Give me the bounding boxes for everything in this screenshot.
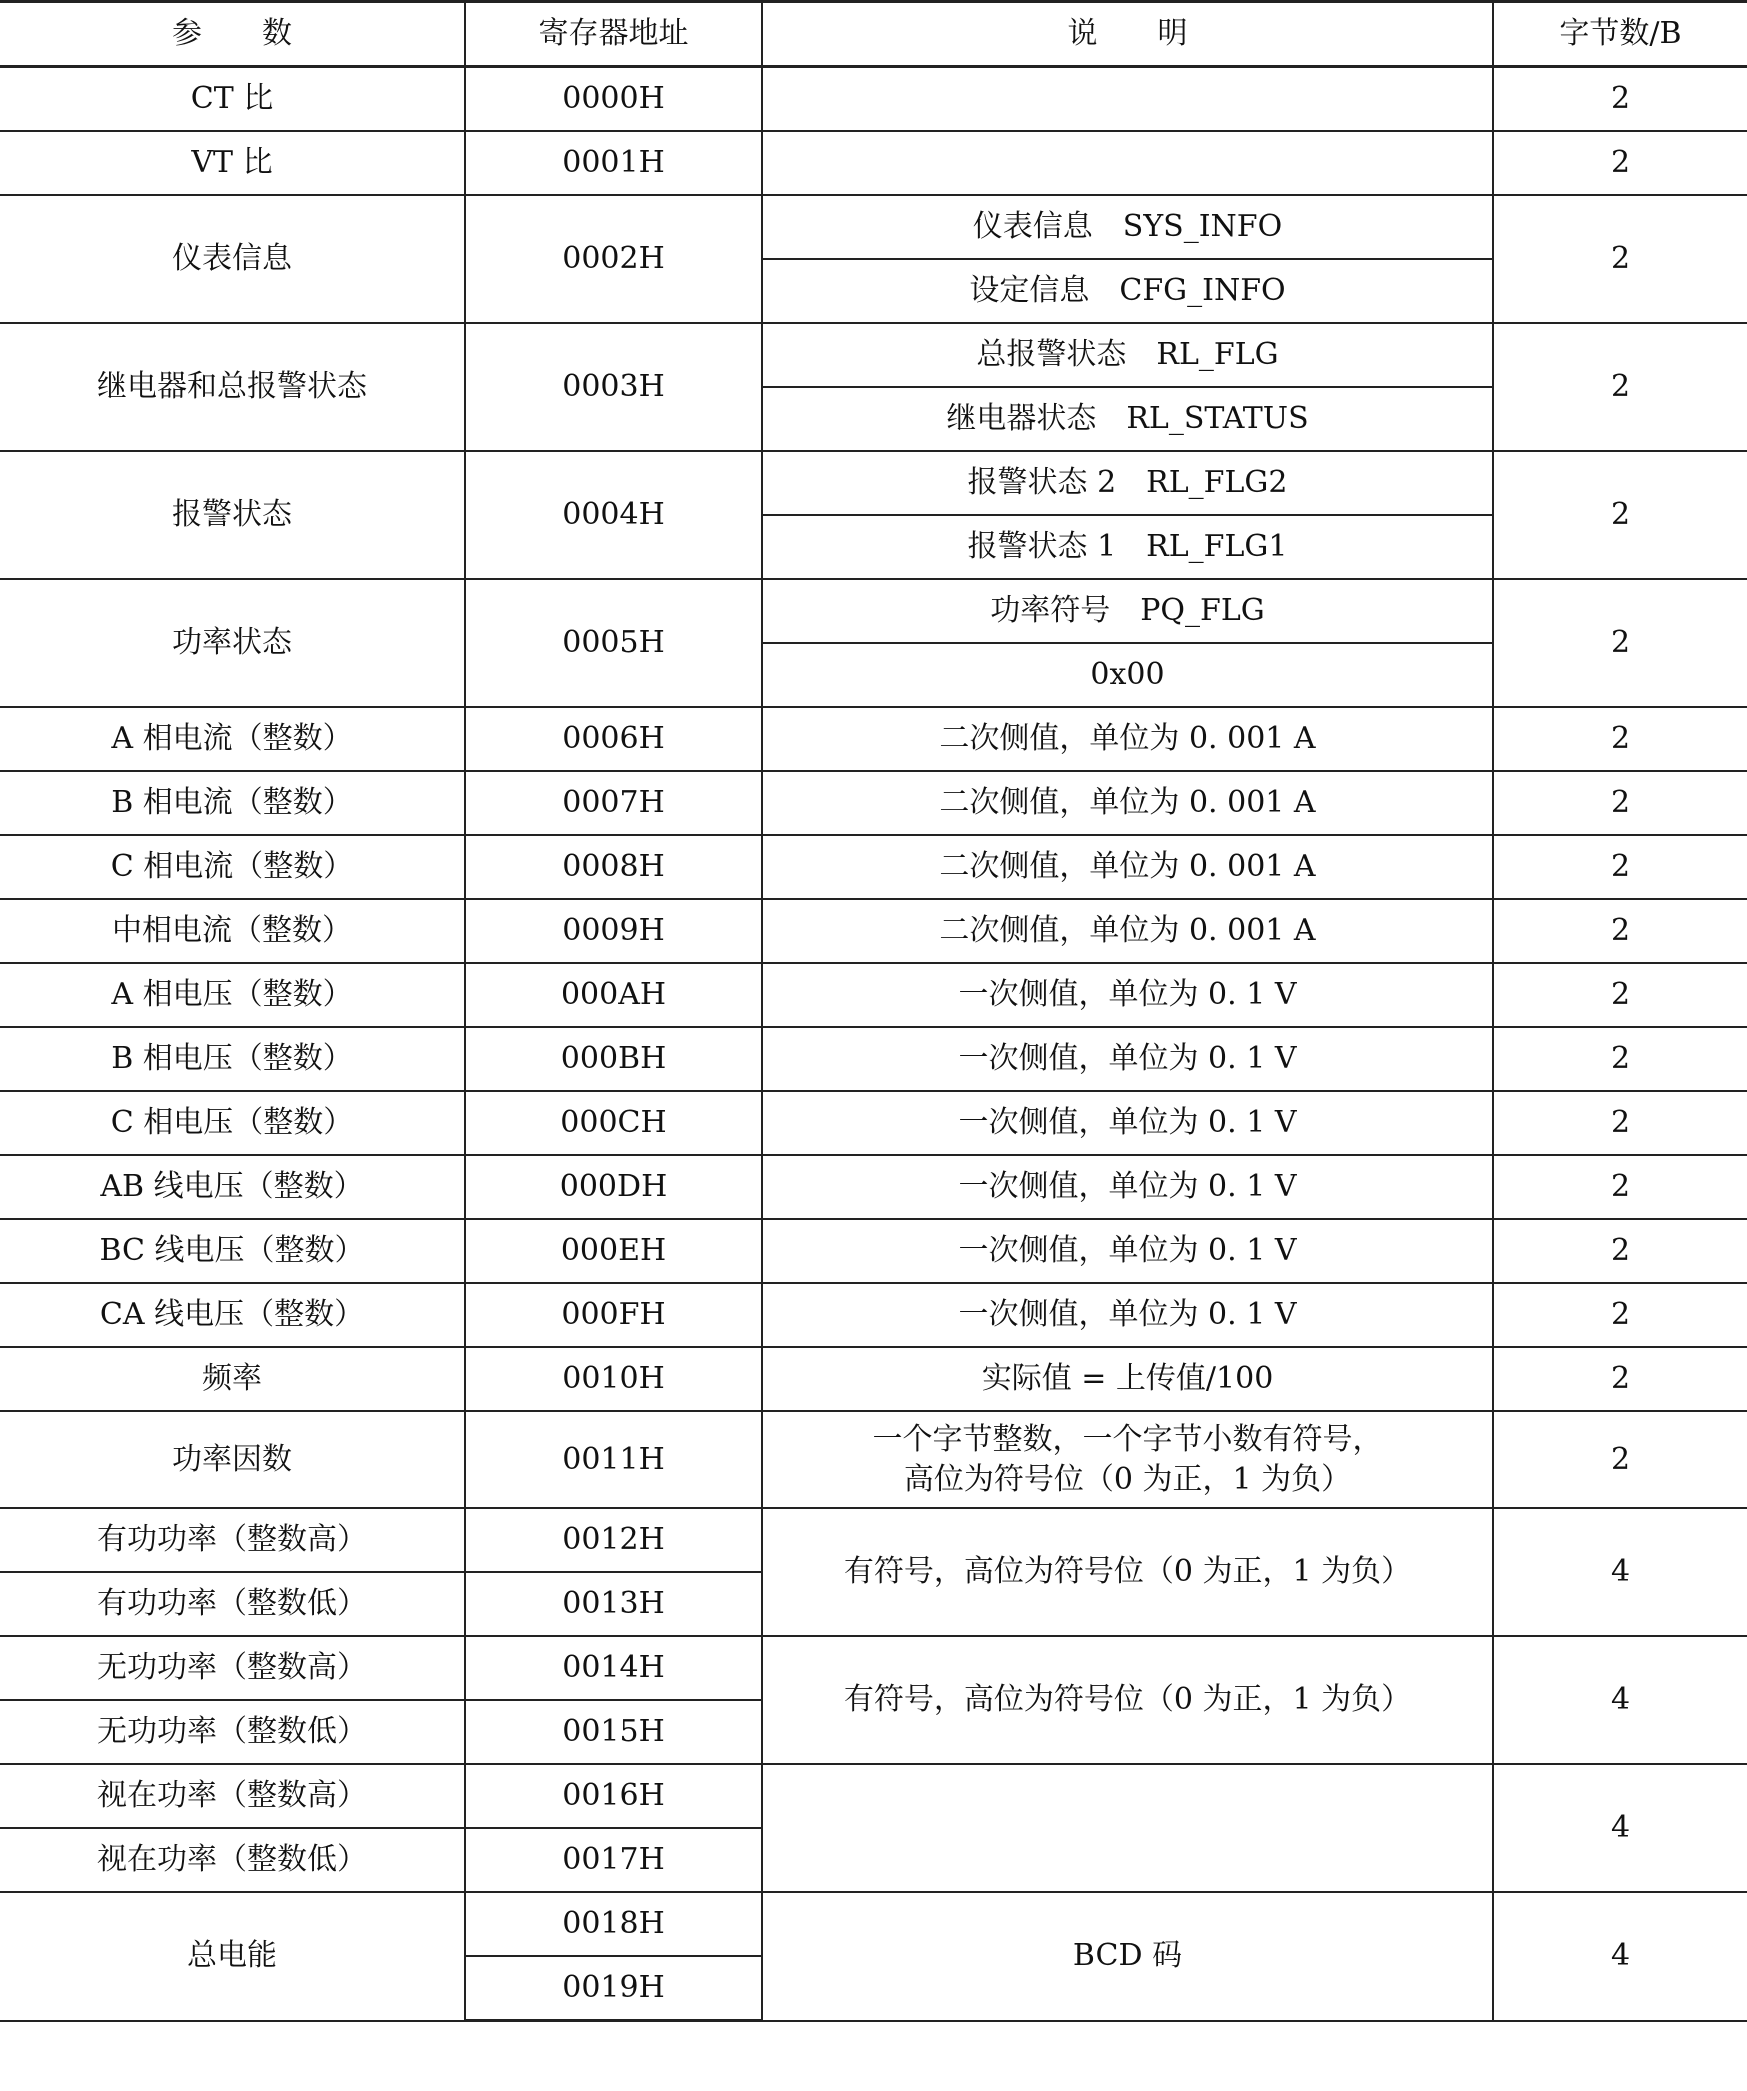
table-cell: CA 线电压（整数） [0, 1283, 465, 1347]
table-cell: 有符号，高位为符号位（0 为正，1 为负） [762, 1508, 1493, 1636]
table-row [0, 1892, 1747, 1956]
table-cell: 视在功率（整数高） [0, 1764, 465, 1828]
table-row [0, 771, 1747, 835]
table-cell: 000EH [465, 1219, 762, 1283]
table-row [0, 451, 1747, 515]
table-row [0, 835, 1747, 899]
table-cell: 0010H [465, 1347, 762, 1411]
table-cell [762, 1764, 1493, 1892]
table-cell: CT 比 [0, 67, 465, 132]
table-cell: 2 [1493, 835, 1747, 899]
table-cell: 一个字节整数，一个字节小数有符号， 高位为符号位（0 为正，1 为负） [762, 1411, 1493, 1508]
table-cell: 继电器和总报警状态 [0, 323, 465, 451]
table-cell: 0003H [465, 323, 762, 451]
table-cell: 000DH [465, 1155, 762, 1219]
table-row [0, 963, 1747, 1027]
table-cell: 0016H [465, 1764, 762, 1828]
table-cell: B 相电压（整数） [0, 1027, 465, 1091]
table-cell: 报警状态 [0, 451, 465, 579]
table-cell: AB 线电压（整数） [0, 1155, 465, 1219]
table-cell: 一次侧值，单位为 0. 1 V [762, 963, 1493, 1027]
table-cell: C 相电压（整数） [0, 1091, 465, 1155]
table-row [0, 195, 1747, 259]
table-cell: 二次侧值，单位为 0. 001 A [762, 771, 1493, 835]
table-cell: 0009H [465, 899, 762, 963]
table-cell: 实际值 = 上传值/100 [762, 1347, 1493, 1411]
table-cell: 0008H [465, 835, 762, 899]
table-cell: 0006H [465, 707, 762, 771]
table-row [0, 1347, 1747, 1411]
table-cell: 2 [1493, 771, 1747, 835]
table-cell: 2 [1493, 1411, 1747, 1508]
table-cell: 2 [1493, 67, 1747, 132]
table-cell: 0x00 [762, 643, 1493, 707]
table-cell: 一次侧值，单位为 0. 1 V [762, 1283, 1493, 1347]
table-cell: BCD 码 [762, 1892, 1493, 2021]
table-cell: 2 [1493, 195, 1747, 323]
table-cell: 一次侧值，单位为 0. 1 V [762, 1027, 1493, 1091]
header-parameter: 参 数 [0, 2, 465, 67]
table-cell: 二次侧值，单位为 0. 001 A [762, 899, 1493, 963]
table-row [0, 1283, 1747, 1347]
table-row [0, 899, 1747, 963]
table-cell: 有符号，高位为符号位（0 为正，1 为负） [762, 1636, 1493, 1764]
table-cell: 有功功率（整数低） [0, 1572, 465, 1636]
table-cell: 4 [1493, 1892, 1747, 2021]
table-cell: 000BH [465, 1027, 762, 1091]
table-cell: 一次侧值，单位为 0. 1 V [762, 1155, 1493, 1219]
table-cell: 2 [1493, 1155, 1747, 1219]
table-cell: 功率符号 PQ_FLG [762, 579, 1493, 643]
table-cell: 有功功率（整数高） [0, 1508, 465, 1572]
table-cell: 继电器状态 RL_STATUS [762, 387, 1493, 451]
table-cell: 4 [1493, 1764, 1747, 1892]
table-cell: 0011H [465, 1411, 762, 1508]
table-cell: 2 [1493, 1027, 1747, 1091]
table-cell: 000CH [465, 1091, 762, 1155]
table-cell: 功率因数 [0, 1411, 465, 1508]
table-cell: 总报警状态 RL_FLG [762, 323, 1493, 387]
table-cell: 二次侧值，单位为 0. 001 A [762, 835, 1493, 899]
table-cell: C 相电流（整数） [0, 835, 465, 899]
table-cell: 0017H [465, 1828, 762, 1892]
table-cell: 2 [1493, 1091, 1747, 1155]
table-cell: 0007H [465, 771, 762, 835]
table-cell [762, 131, 1493, 195]
table-cell: 中相电流（整数） [0, 899, 465, 963]
table-row [0, 1027, 1747, 1091]
table-cell: 无功功率（整数低） [0, 1700, 465, 1764]
table-cell: 2 [1493, 579, 1747, 707]
table-cell: A 相电流（整数） [0, 707, 465, 771]
table-body [0, 67, 1747, 2021]
table-cell: 无功功率（整数高） [0, 1636, 465, 1700]
table-cell: 4 [1493, 1508, 1747, 1636]
table-cell: 0014H [465, 1636, 762, 1700]
table-cell: 仪表信息 SYS_INFO [762, 195, 1493, 259]
header-byte-count: 字节数/B [1493, 2, 1747, 67]
table-cell: 0012H [465, 1508, 762, 1572]
table-cell: 二次侧值，单位为 0. 001 A [762, 707, 1493, 771]
table-cell: 0015H [465, 1700, 762, 1764]
table-row [0, 1091, 1747, 1155]
table-row [0, 323, 1747, 387]
table-cell: 视在功率（整数低） [0, 1828, 465, 1892]
table-cell: A 相电压（整数） [0, 963, 465, 1027]
table-cell: B 相电流（整数） [0, 771, 465, 835]
table-cell: BC 线电压（整数） [0, 1219, 465, 1283]
table-cell: 0000H [465, 67, 762, 132]
table-cell: 2 [1493, 1219, 1747, 1283]
header-description: 说 明 [762, 2, 1493, 67]
table-cell: 频率 [0, 1347, 465, 1411]
table-cell: 总电能 [0, 1892, 465, 2021]
table-cell: 2 [1493, 707, 1747, 771]
table-cell: VT 比 [0, 131, 465, 195]
table-cell: 0004H [465, 451, 762, 579]
table-row [0, 1411, 1747, 1508]
table-row [0, 579, 1747, 643]
table-cell: 2 [1493, 899, 1747, 963]
table-row [0, 1508, 1747, 1572]
header-register-address: 寄存器地址 [465, 2, 762, 67]
table-cell: 一次侧值，单位为 0. 1 V [762, 1091, 1493, 1155]
table-cell: 000AH [465, 963, 762, 1027]
table-cell: 0018H [465, 1892, 762, 1956]
table-cell: 0001H [465, 131, 762, 195]
table-cell: 报警状态 1 RL_FLG1 [762, 515, 1493, 579]
table-row [0, 1636, 1747, 1700]
table-row [0, 131, 1747, 195]
table-cell: 2 [1493, 451, 1747, 579]
table-cell: 0019H [465, 1956, 762, 2021]
table-cell: 仪表信息 [0, 195, 465, 323]
table-cell: 报警状态 2 RL_FLG2 [762, 451, 1493, 515]
table-cell: 功率状态 [0, 579, 465, 707]
table-cell: 设定信息 CFG_INFO [762, 259, 1493, 323]
table-cell: 000FH [465, 1283, 762, 1347]
table-cell: 0005H [465, 579, 762, 707]
table-cell: 0013H [465, 1572, 762, 1636]
table-row [0, 67, 1747, 132]
table-row [0, 707, 1747, 771]
table-header-row [0, 2, 1747, 67]
table-row [0, 1764, 1747, 1828]
table-cell: 2 [1493, 131, 1747, 195]
table-cell: 2 [1493, 963, 1747, 1027]
table-cell: 0002H [465, 195, 762, 323]
table-row [0, 1155, 1747, 1219]
table-cell: 4 [1493, 1636, 1747, 1764]
table-cell [762, 67, 1493, 132]
table-cell: 2 [1493, 323, 1747, 451]
table-row [0, 1219, 1747, 1283]
table-cell: 2 [1493, 1347, 1747, 1411]
table-cell: 2 [1493, 1283, 1747, 1347]
table-cell: 一次侧值，单位为 0. 1 V [762, 1219, 1493, 1283]
